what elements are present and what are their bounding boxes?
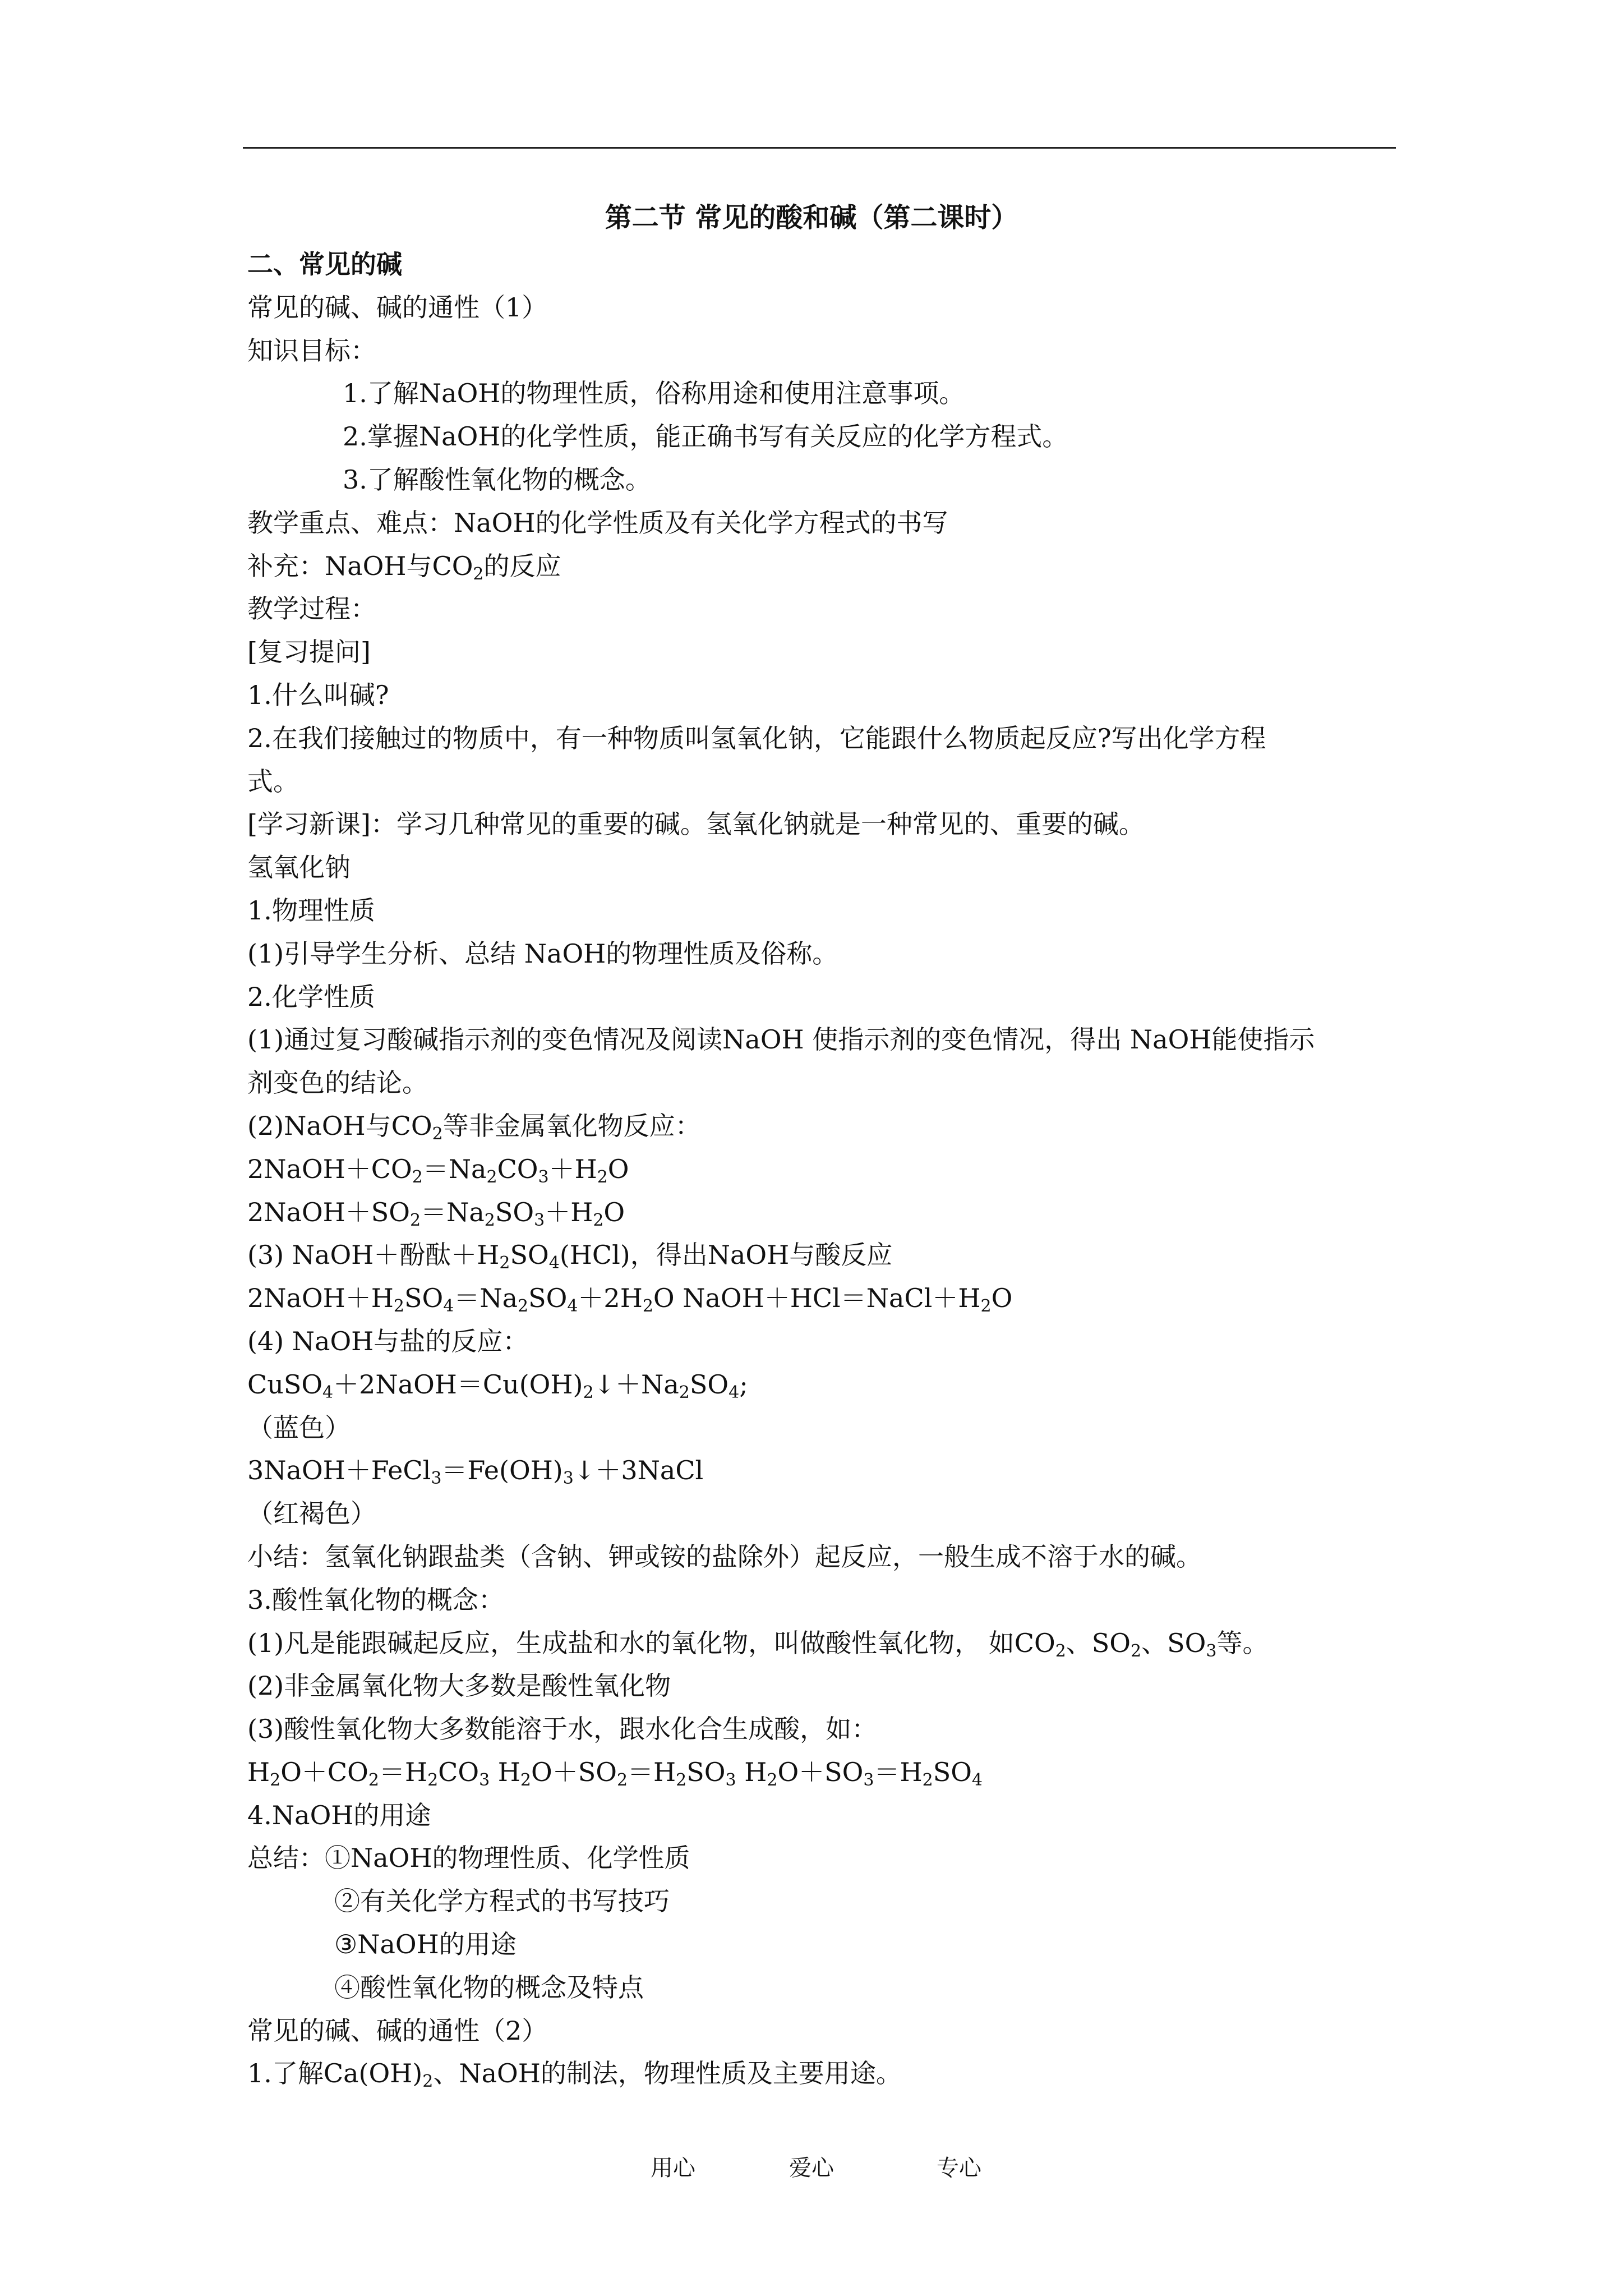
text-line: 4.NaOH的用途 xyxy=(247,1800,431,1830)
text-line: ②有关化学方程式的书写技巧 xyxy=(334,1886,670,1917)
text-line: (3)酸性氧化物大多数能溶于水，跟水化合生成酸，如： xyxy=(247,1714,878,1745)
text-line: 补充：NaOH与$CO_2$的反应 xyxy=(247,550,561,584)
text-line: ④酸性氧化物的概念及特点 xyxy=(334,1972,644,2003)
text-line: (2)非金属氧化物大多数是酸性氧化物 xyxy=(247,1671,671,1701)
footer-left-text: 用心 xyxy=(651,2155,695,2181)
text-line: 教学重点、难点：NaOH的化学性质及有关化学方程式的书写 xyxy=(247,507,948,538)
text-line: （蓝色） xyxy=(247,1412,351,1443)
text-line: 式。 xyxy=(247,766,299,797)
text-line: $3NaOH+FeCl_3=Fe(OH)_3↓+3NaCl$ xyxy=(247,1455,704,1489)
text-line: (1)引导学生分析、总结 NaOH的物理性质及俗称。 xyxy=(247,938,838,969)
text-line: 3.酸性氧化物的概念： xyxy=(247,1584,504,1615)
text-line: 知识目标： xyxy=(247,335,376,366)
text-line: (2)NaOH与$CO_2$等非金属氧化物反应： xyxy=(247,1110,701,1144)
document-body xyxy=(247,243,1403,2095)
text-line: 氢氧化钠 xyxy=(247,852,351,883)
text-line: $2NaOH+SO_2=Na_2SO_3+H_2O$ xyxy=(247,1197,625,1230)
footer-middle-text: 爱心 xyxy=(789,2155,834,2181)
text-line: $H_2O+CO_2=H_2CO_3$ $H_2O+SO_2=H_2SO_3$ $H_2O+SO_3=H_2SO_4$ xyxy=(247,1756,983,1790)
text-line: 教学过程： xyxy=(247,593,376,624)
text-line: 2.在我们接触过的物质中，有一种物质叫氢氧化钠，它能跟什么物质起反应?写出化学方程 xyxy=(247,723,1266,753)
text-line: $2NaOH+CO_2=Na_2CO_3+H_2O$ xyxy=(247,1153,629,1187)
page-footer xyxy=(0,2151,1623,2185)
text-line: $2NaOH+H_2SO_4=Na_2SO_4+2H_2O$ $NaOH+HCl=NaCl+H_2O$ xyxy=(247,1283,1013,1317)
text-line: 剂变色的结论。 xyxy=(247,1068,428,1098)
text-line: ③NaOH的用途 xyxy=(334,1929,517,1960)
text-line: 小结：氢氧化钠跟盐类（含钠、钾或铵的盐除外）起反应，一般生成不溶于水的碱。 xyxy=(247,1541,1202,1572)
text-line: 2.掌握NaOH的化学性质，能正确书写有关反应的化学方程式。 xyxy=(343,421,1068,452)
text-line: 常见的碱、碱的通性（2） xyxy=(247,2015,548,2046)
text-line: 1.什么叫碱? xyxy=(247,679,389,710)
text-line: 1.了解$Ca(OH)_2$、NaOH的制法，物理性质及主要用途。 xyxy=(247,2058,902,2092)
footer-right-text: 专心 xyxy=(937,2155,981,2181)
text-line: $CuSO_4+2NaOH=Cu(OH)_2↓+Na_2SO_4$; xyxy=(247,1369,748,1402)
text-line: (1)凡是能跟碱起反应，生成盐和水的氧化物，叫做酸性氧化物， 如$CO_2$、$SO_2$、$SO_3$等。 xyxy=(247,1627,1269,1661)
text-line: [复习提问] xyxy=(247,637,371,668)
text-line: 3.了解酸性氧化物的概念。 xyxy=(343,464,651,495)
section-heading: 二、常见的碱 xyxy=(247,249,402,279)
text-line: （红褐色） xyxy=(247,1498,376,1529)
header-rule xyxy=(243,147,1396,149)
text-line: (1)通过复习酸碱指示剂的变色情况及阅读NaOH 使指示剂的变色情况，得出 NaOH能使指示 xyxy=(247,1024,1315,1055)
text-line: [学习新课]：学习几种常见的重要的碱。氢氧化钠就是一种常见的、重要的碱。 xyxy=(247,809,1145,840)
text-line: 2.化学性质 xyxy=(247,981,375,1012)
text-line: 常见的碱、碱的通性（1） xyxy=(247,292,548,323)
text-line: 1.了解NaOH的物理性质，俗称用途和使用注意事项。 xyxy=(343,378,965,409)
page-title: 第二节 常见的酸和碱（第二课时） xyxy=(605,202,1018,233)
text-line: 1.物理性质 xyxy=(247,895,375,926)
text-line: (3) NaOH＋酚酞$+H_2SO_4(HCl)$，得出NaOH与酸反应 xyxy=(247,1240,893,1273)
text-line: (4) NaOH与盐的反应： xyxy=(247,1326,529,1356)
text-line: 总结：①NaOH的物理性质、化学性质 xyxy=(247,1843,690,1874)
